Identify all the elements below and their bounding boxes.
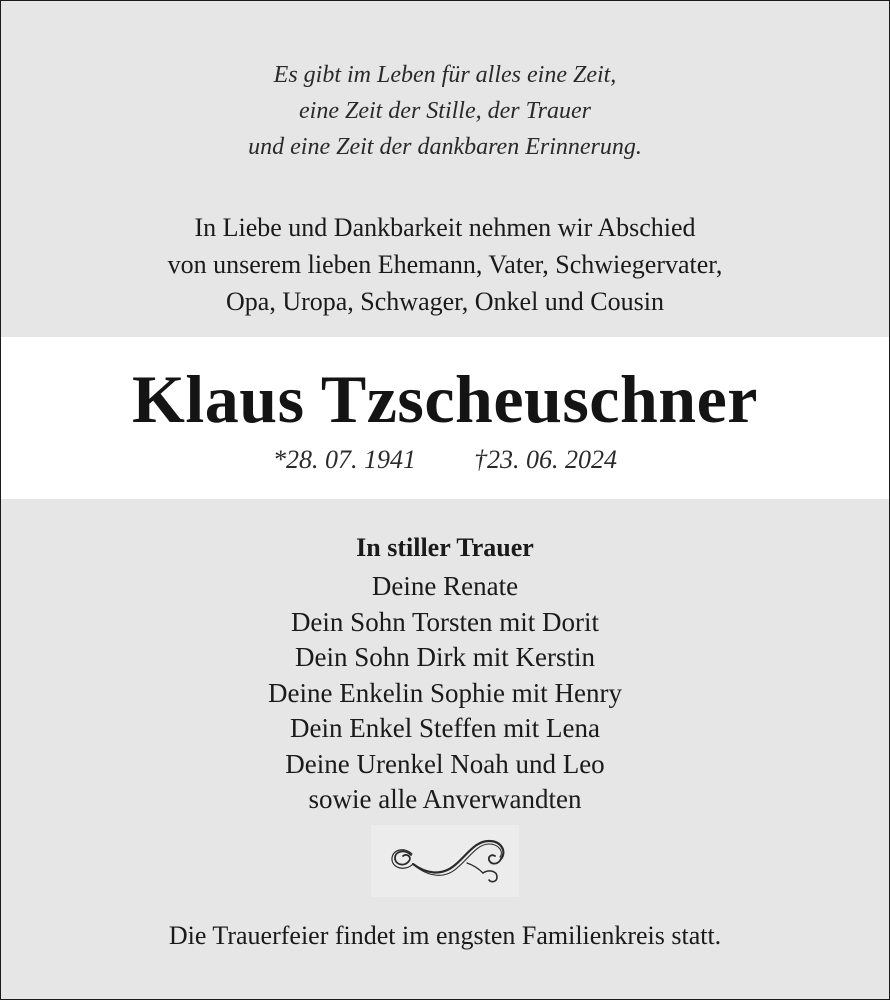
mourner-line: sowie alle Anverwandten [308,784,582,814]
birth-date: *28. 07. 1941 [273,445,416,474]
life-dates [1,443,889,477]
mourners-list [1,569,889,818]
deceased-name: Klaus Tzscheuschner [132,361,758,437]
mourners-heading: In stiller Trauer [356,533,534,562]
flourish-ornament-icon [371,825,519,897]
mourner-line: Deine Renate [371,571,519,601]
mourner-line: Dein Enkel Steffen mit Lena [290,713,600,743]
intro-line-2: von unserem lieben Ehemann, Vater, Schwiegervater, [167,250,723,279]
quote-line-2: eine Zeit der Stille, der Trauer [299,98,591,124]
name-band [1,337,889,499]
mourner-line: Deine Enkelin Sophie mit Henry [268,677,622,708]
mourner-line: Dein Sohn Dirk mit Kerstin [295,642,595,672]
ornament-background [371,825,519,897]
funeral-note: Die Trauerfeier findet im engsten Familienkreis statt. [168,921,722,950]
intro-line-3: Opa, Uropa, Schwager, Onkel und Cousin [226,287,664,316]
mourner-line: Deine Urenkel Noah und Leo [285,748,605,779]
flourish-ornament-svg [371,825,519,897]
intro-line-1: In Liebe und Dankbarkeit nehmen wir Abschied [194,213,696,242]
mourner-line: Dein Sohn Torsten mit Dorit [290,606,600,637]
quote-line-1: Es gibt im Leben für alles eine Zeit, [273,62,617,88]
memorial-quote [1,57,889,165]
farewell-intro [1,209,889,320]
death-date: †23. 06. 2024 [474,445,617,474]
quote-line-3: und eine Zeit der dankbaren Erinnerung. [248,134,642,160]
